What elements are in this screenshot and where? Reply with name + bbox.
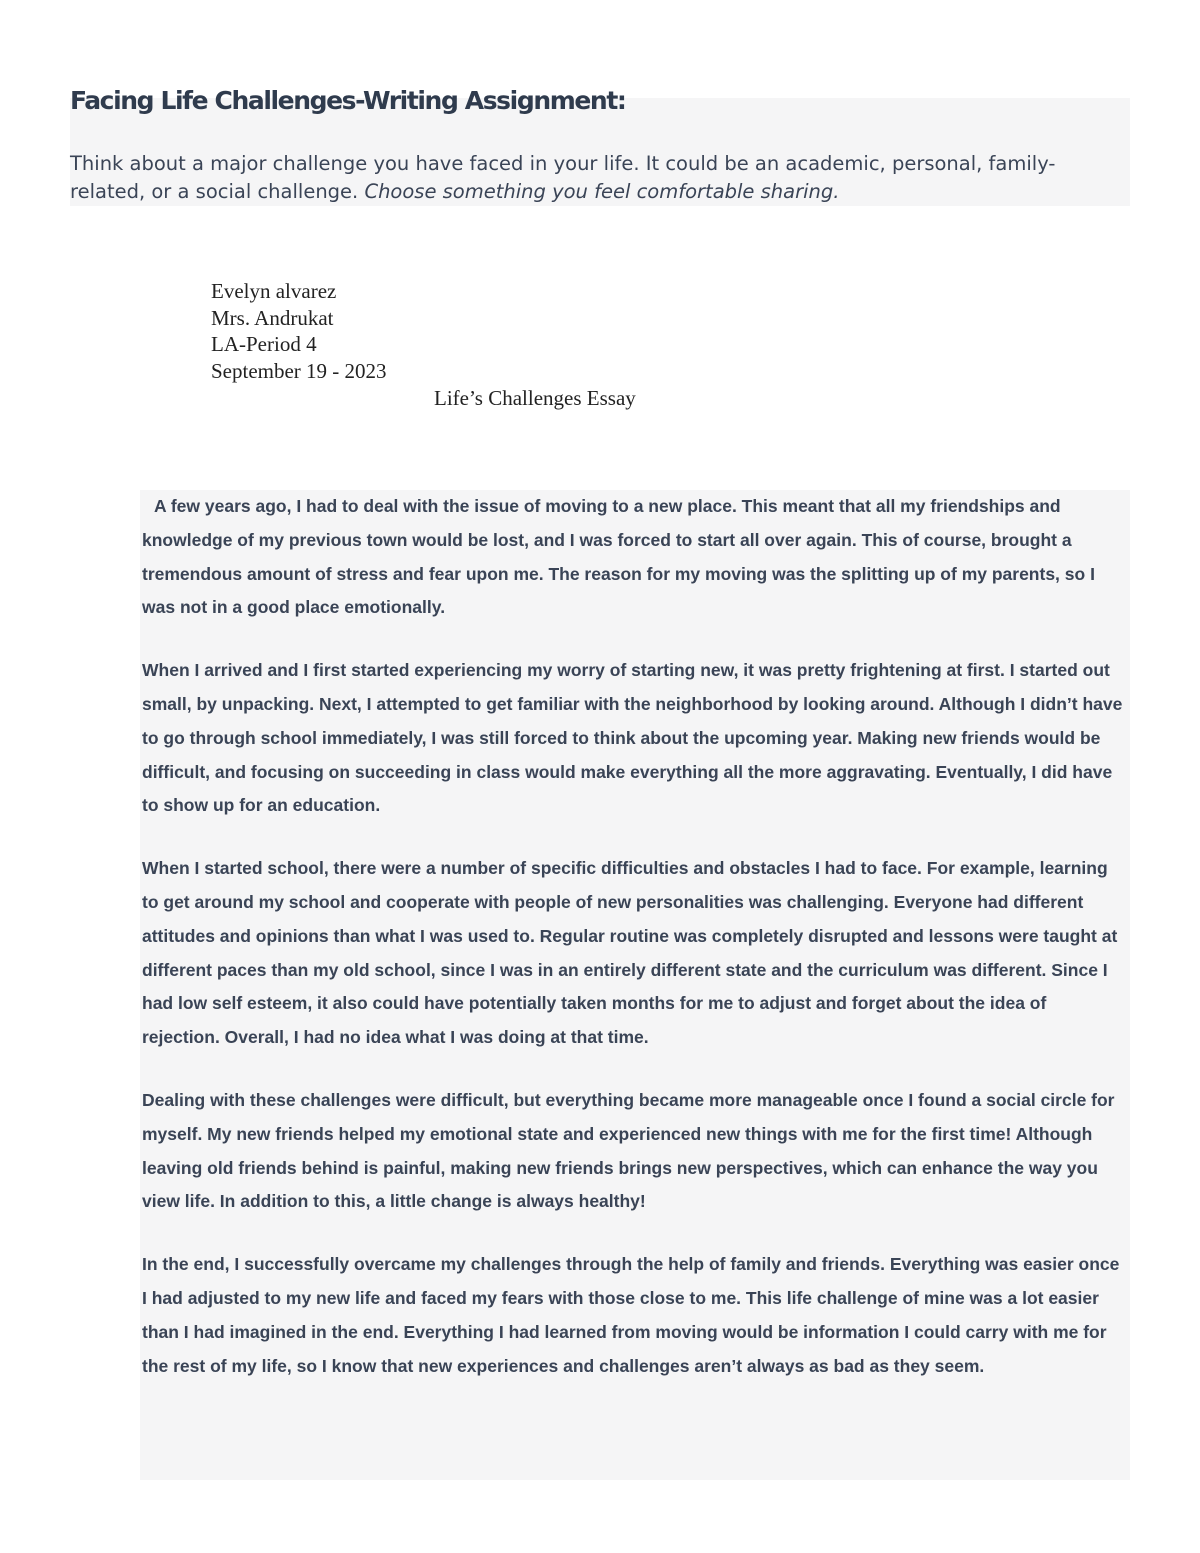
assignment-prompt-italic: Choose something you feel comfortable sharing. [364,180,840,203]
essay-paragraph-3: When I started school, there were a number of specific difficulties and obstacles I had to face. For example, learning to get around my school and cooperate with people of new personalities was challenging. Everyone had different attitudes and opinions than what I was used to. Regular routine was completely disrupted and lessons were taught at different paces than my old school, since I was in an entirely different state and the curriculum was different. Since I had low self esteem, it also could have potentially taken months for me to adjust and forget about the idea of rejection. Overall, I had no idea what I was doing at that time. [142,858,1118,1048]
class-period: LA-Period 4 [211,332,317,356]
student-name: Evelyn alvarez [211,279,337,303]
essay-paragraph-2: When I arrived and I first started experiencing my worry of starting new, it was pretty frightening at first. I started out small, by unpacking. Next, I attempted to get familiar with the neighborhood by looking around. Although I didn’t have to go through school immediately, I was still forced to think about the upcoming year. Making new friends would be difficult, and focusing on succeeding in class would make everything all the more aggravating. Eventually, I did have to show up for an education. [142,660,1123,816]
essay-paragraph-1: A few years ago, I had to deal with the issue of moving to a new place. This meant that all my friendships and knowledge of my previous town would be lost, and I was forced to start all over again. This of course, brought a tremendous amount of stress and fear upon me. The reason for my moving was the splitting up of my parents, so I was not in a good place emotionally. [142,496,1095,618]
assignment-title: Facing Life Challenges-Writing Assignment: [70,86,626,115]
assignment-prompt [70,150,1110,206]
teacher-name: Mrs. Andrukat [211,305,334,330]
assignment-prompt-text: Think about a major challenge you have faced in your life. It could be an academic, personal, family-related, or a social challenge. [70,152,1056,203]
essay-paragraph-4: Dealing with these challenges were difficult, but everything became more manageable once I found a social circle for myself. My new friends helped my emotional state and experienced new things with me for the first time! Although leaving old friends behind is painful, making new friends brings new perspectives, which can enhance the way you view life. In addition to this, a little change is always healthy! [142,1089,1115,1212]
essay-title: Life’s Challenges Essay [434,386,636,410]
essay-body [142,490,1127,1412]
essay-heading-block [211,278,387,384]
essay-paragraph-5: In the end, I successfully overcame my challenges through the help of family and friends. Everything was easier once I had adjusted to my new life and faced my fears with those close to me. This life challenge of mine was a lot easier than I had imagined in the end. Everything I had learned from moving would be information I could carry with me for the rest of my life, so I know that new experiences and challenges aren’t always as bad as they seem. [142,1254,1120,1376]
essay-date: September 19 - 2023 [211,358,387,383]
